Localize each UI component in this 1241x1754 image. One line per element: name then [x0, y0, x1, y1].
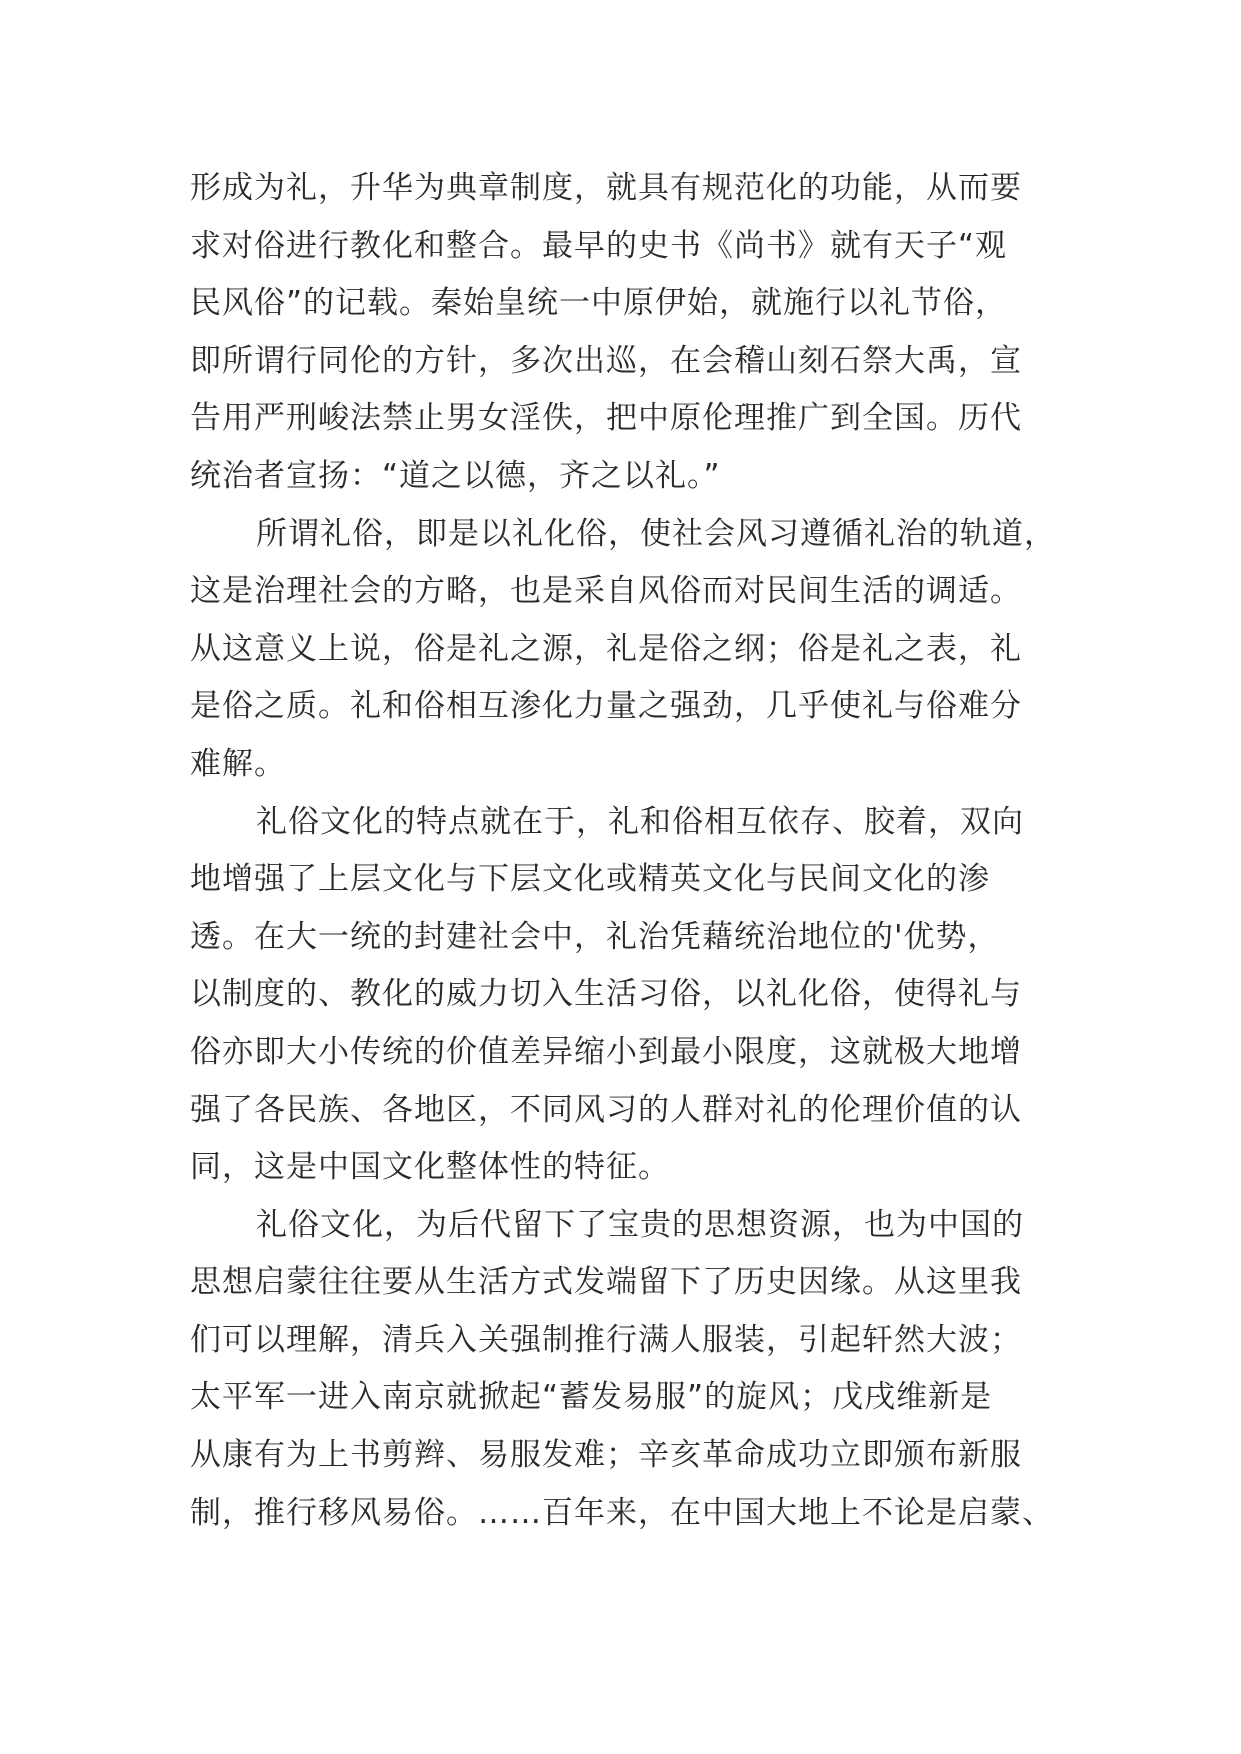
body-text	[190, 160, 1056, 1542]
text-line: 统治者宣扬：“道之以德，齐之以礼。”	[190, 457, 721, 494]
text-line: 民风俗”的记载。秦始皇统一中原伊始，就施行以礼节俗，	[190, 285, 1008, 322]
text-line: 地增强了上层文化与下层文化或精英文化与民间文化的渗	[190, 861, 990, 898]
text-line: 礼俗文化，为后代留下了宝贵的思想资源，也为中国的	[256, 1206, 1024, 1243]
text-line: 以制度的、教化的威力切入生活习俗，以礼化俗，使得礼与	[190, 976, 1022, 1013]
text-line: 强了各民族、各地区，不同风习的人群对礼的伦理价值的认	[190, 1091, 1022, 1128]
text-line: 们可以理解，清兵入关强制推行满人服装，引起轩然大波；	[190, 1321, 1022, 1358]
text-line: 是俗之质。礼和俗相互渗化力量之强劲，几乎使礼与俗难分	[190, 688, 1022, 725]
paragraph-3	[190, 794, 1050, 1197]
text-line: 太平军一进入南京就掀起“蓄发易服”的旋风；戊戌维新是	[190, 1379, 993, 1416]
text-line: 从康有为上书剪辫、易服发难；辛亥革命成功立即颁布新服	[190, 1437, 1022, 1474]
text-line: 告用严刑峻法禁止男女淫佚，把中原伦理推广到全国。历代	[190, 400, 1022, 437]
paragraph-2	[190, 506, 1056, 794]
paragraph-1	[190, 160, 1050, 506]
text-line: 即所谓行同伦的方针，多次出巡，在会稽山刻石祭大禹，宣	[190, 342, 1022, 379]
text-line: 形成为礼，升华为典章制度，就具有规范化的功能，从而要	[190, 170, 1022, 206]
text-line: 从这意义上说，俗是礼之源，礼是俗之纲；俗是礼之表，礼	[190, 630, 1022, 667]
text-line: 俗亦即大小传统的价值差异缩小到最小限度，这就极大地增	[190, 1033, 1022, 1070]
text-line: 礼俗文化的特点就在于，礼和俗相互依存、胶着，双向	[256, 803, 1024, 840]
text-line: 难解。	[190, 745, 286, 782]
text-line: 同，这是中国文化整体性的特征。	[190, 1149, 670, 1186]
text-line: 透。在大一统的封建社会中，礼治凭藉统治地位的'优势，	[190, 918, 1000, 955]
text-line: 求对俗进行教化和整合。最早的史书《尚书》就有天子“观	[190, 227, 1008, 264]
text-line: 这是治理社会的方略，也是采自风俗而对民间生活的调适。	[190, 573, 1022, 610]
text-line: 所谓礼俗，即是以礼化俗，使社会风习遵循礼治的轨道，	[256, 515, 1056, 552]
text-line: 制，推行移风易俗。……百年来，在中国大地上不论是启蒙、	[190, 1494, 1054, 1531]
paragraph-4	[190, 1197, 1054, 1543]
text-line: 思想启蒙往往要从生活方式发端留下了历史因缘。从这里我	[190, 1264, 1022, 1301]
